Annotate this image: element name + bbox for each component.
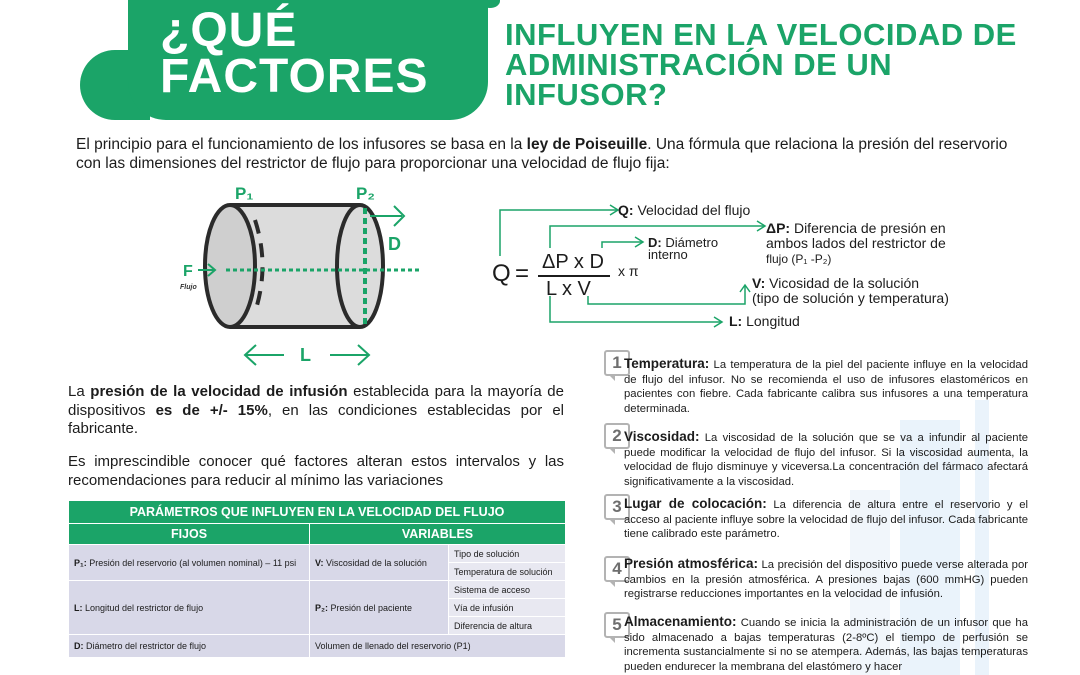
table-cell: V: Viscosidad de la solución bbox=[310, 545, 449, 581]
v-definition: V: Vicosidad de la solución (tipo de solución y temperatura) bbox=[752, 275, 949, 306]
formula-numerator: ΔP x D bbox=[542, 251, 604, 273]
table-cell: Volumen de llenado del reservorio (P1) bbox=[310, 635, 566, 658]
number-badge: 3 bbox=[604, 494, 630, 520]
table-cell: Tipo de solución bbox=[449, 545, 566, 563]
formula-denominator: L x V bbox=[546, 278, 591, 300]
number-badge: 5 bbox=[604, 612, 630, 638]
d-definition: D: Diámetro interno bbox=[648, 235, 719, 262]
factor-lugar-colocacion: Lugar de colocación: La diferencia de altura entre el reservorio y el acceso al paciente influye sobre la velocidad de flujo del infusor. Cada fabricante tiene calibrado este parámetro. bbox=[624, 496, 1029, 540]
intro-paragraph: El principio para el funcionamiento de los infusores se basa en la ley de Poiseuille. Una fórmula que relaciona la presión del reservorio con las dimensiones del restrictor de flujo para proporcionar una velocidad de flujo fija: bbox=[76, 136, 1008, 172]
table-cell: L: Longitud del restrictor de flujo bbox=[69, 581, 310, 635]
q-definition: Q: Velocidad del flujo bbox=[618, 202, 751, 218]
question-line-1: ¿QUÉ bbox=[160, 4, 298, 57]
table-caption: PARÁMETROS QUE INFLUYEN EN LA VELOCIDAD DEL FLUJO bbox=[69, 501, 566, 524]
table-cell: Sistema de acceso bbox=[449, 581, 566, 599]
factor-viscosidad: Viscosidad: La viscosidad de la solución que se va a infundir al paciente puede modificar la velocidad de flujo del infusor. Si la viscosidad aumenta, la velocidad de flujo disminuye y viceversa.La concentración del fármaco afectará significativamente a la viscosidad. bbox=[624, 429, 1028, 488]
col-header-variables: VARIABLES bbox=[310, 524, 566, 545]
factor-presion-atmosferica: Presión atmosférica: La precisión del dispositivo puede verse alterada por cambios en la presión atmosférica. A presiones bajas (600 mmHG) pueden registrarse reducciones importantes en la velocidad de infusión. bbox=[624, 556, 1028, 600]
header-question bbox=[160, 4, 480, 103]
importance-paragraph: Es imprescindible conocer qué factores alteran estos intervalos y las recomendaciones para reducir al mínimo las variaciones bbox=[68, 453, 564, 489]
length-label: L bbox=[300, 345, 311, 365]
number-badge: 1 bbox=[604, 350, 630, 376]
diameter-label: D bbox=[388, 234, 401, 254]
table-cell: D: Diámetro del restrictor de flujo bbox=[69, 635, 310, 658]
table-row bbox=[69, 581, 566, 599]
flujo-caption: Flujo bbox=[180, 284, 197, 291]
number-badge: 4 bbox=[604, 556, 630, 582]
col-header-fijos: FIJOS bbox=[69, 524, 310, 545]
formula-times-pi: x π bbox=[618, 263, 639, 279]
table-cell: Vía de infusión bbox=[449, 599, 566, 617]
formula-equals: = bbox=[515, 260, 530, 287]
number-badge: 2 bbox=[604, 423, 630, 449]
flow-parameters-table bbox=[68, 500, 566, 658]
flow-restrictor-diagram bbox=[170, 180, 440, 375]
table-cell: P₁: Presión del reservorio (al volumen nominal) – 11 psi bbox=[69, 545, 310, 581]
table-cell: P₂: Presión del paciente bbox=[310, 581, 449, 635]
flow-label: F bbox=[183, 263, 193, 280]
tolerance-paragraph: La presión de la velocidad de infusión establecida para la mayoría de dispositivos es de +/- 15%, en las condiciones establecidas por el fabricante. bbox=[68, 383, 564, 437]
table-cell: Diferencia de altura bbox=[449, 617, 566, 635]
table-row bbox=[69, 635, 566, 658]
question-line-2: FACTORES bbox=[160, 50, 429, 103]
table-cell: Temperatura de solución bbox=[449, 563, 566, 581]
p1-label: P₁ bbox=[235, 184, 254, 203]
p2-label: P₂ bbox=[356, 184, 375, 203]
l-definition: L: Longitud bbox=[729, 313, 800, 329]
formula-q: Q bbox=[492, 260, 511, 287]
delta-p-definition: ΔP: Diferencia de presión en ambos lados del restrictor de flujo (P₁ -P₂) bbox=[766, 220, 946, 266]
factor-almacenamiento: Almacenamiento: Cuando se inicia la administración de un infusor que ha sido almacenado a bajas temperaturas (2-8ºC) el tiempo de perfusión se incrementa sustancialmente si no se atempera. Además, las bajas temperaturas pueden endurecer la membrana del elastómero y hacer bbox=[624, 614, 1028, 673]
page-title: INFLUYEN EN LA VELOCIDAD DE ADMINISTRACIÓN DE UN INFUSOR? bbox=[505, 17, 1017, 112]
table-row bbox=[69, 545, 566, 563]
factor-temperatura: Temperatura: La temperatura de la piel del paciente influye en la velocidad de flujo del infusor. No se recomienda el uso de infusores elastoméricos en pacientes con fiebre. Cada fabricante calibra sus infusores a una temperatura determinada. bbox=[624, 356, 1028, 415]
